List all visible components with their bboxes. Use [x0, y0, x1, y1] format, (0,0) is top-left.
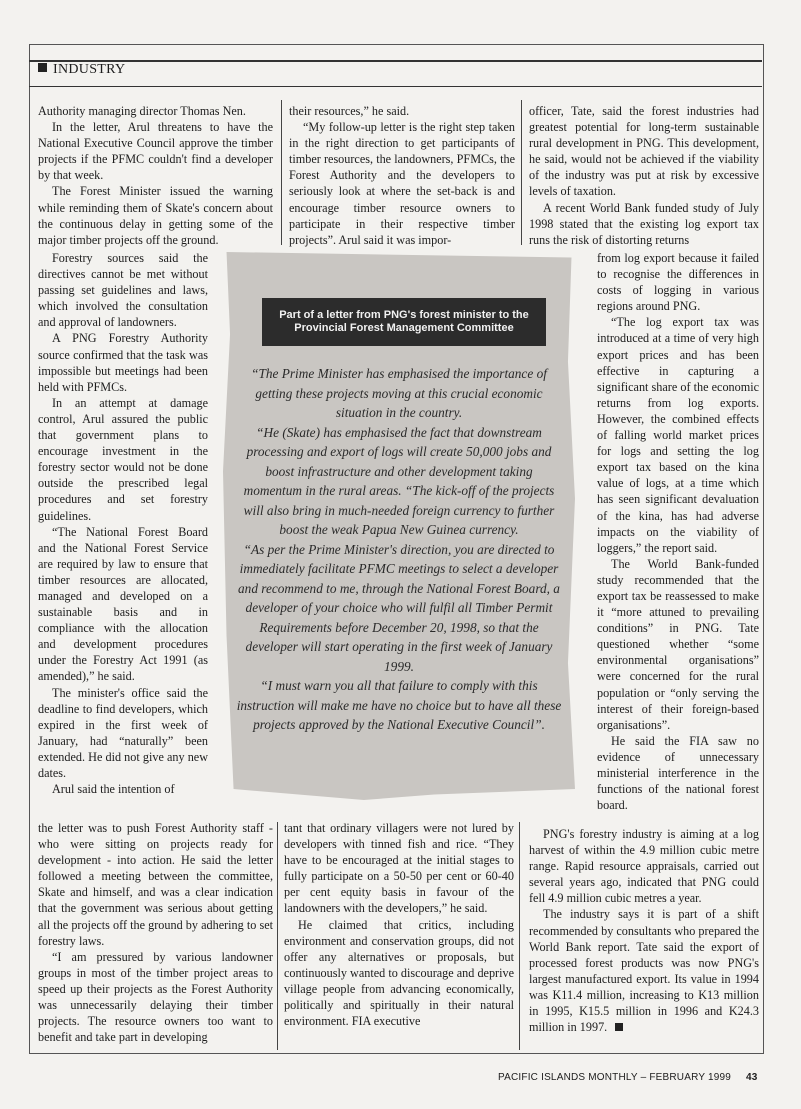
column-rule	[281, 100, 282, 245]
pullquote-body	[236, 364, 562, 735]
article-paragraph: Arul said the intention of	[52, 782, 175, 797]
page-number: 43	[746, 1072, 758, 1083]
column-rule	[277, 822, 278, 1050]
article-paragraph: The minister's office said the deadline to find developers, which expired in the first week of January, had “naturally” been extended. He did not give any new dates.	[38, 685, 208, 780]
pullquote-heading: Part of a letter from PNG's forest minister to the Provincial Forest Management Committee	[262, 298, 546, 346]
column-rule	[521, 100, 522, 245]
article-paragraph: PNG's forestry industry is aiming at a log harvest of within the 4.9 million cubic metre range. Rapid resource appraisals, carried out several years ago, indicated that PNG could fell 4.9 million cubic metres a year.	[529, 827, 759, 906]
section-label	[38, 62, 125, 78]
end-of-article-icon	[615, 1023, 623, 1031]
column-1-bottom	[38, 820, 273, 1045]
article-paragraph: He claimed that critics, including environment and conservation groups, did not offer any alternatives or proposals, but continuously wanted to discourage and deprive village people from advancing economically, politically and spiritually in their natural environment. FIA executive	[284, 917, 514, 1029]
article-paragraph: “I am pressured by various landowner groups in most of the timber project areas to speed up their projects as the Forest Authority was unnecessarily delaying their timber projects. The resource owners too want to benefit and take part in developing	[38, 949, 273, 1045]
article-paragraph: tant that ordinary villagers were not lured by developers with tinned fish and rice. “They have to be encouraged at the initial stages to fully participate on a 50-50 per cent or 60-40 per cent equity basis in favour of the landowners with the developers,” he said.	[284, 821, 514, 916]
article-paragraph: their resources,” he said.	[289, 104, 410, 118]
article-paragraph: The Forest Minister issued the warning while reminding them of Skate's concern about the continuous delay in getting some of the major timber projects off the ground.	[38, 184, 273, 247]
column-2-top	[289, 103, 515, 248]
column-2-bottom	[284, 820, 514, 1029]
article-paragraph: The World Bank-funded study recommended that the export tax be reassessed to make it “more attuned to prevailing conditions” in PNG. Tate questioned whether “some environmental organisations” were concerned for the rural population or “only serving the interest of their foreign-based organisations”.	[597, 556, 759, 732]
article-paragraph: officer, Tate, said the forest industries had greatest potential for long-term sustainable rural development in PNG. This development, he said, would not be achieved if the viability of the industry was put at risk by excessive levels of taxation.	[529, 104, 759, 199]
article-paragraph: “The log export tax was introduced at a time of very high export prices and has been effective in capturing a significant share of the economic returns from log exports. However, the combined effects of falling world market prices for logs and setting the log export tax based on the kina value of logs, at a time which has seen significant devaluation of the kina, has had adverse impacts on the viability of loggers,” the report said.	[597, 315, 759, 555]
footer-publication: PACIFIC ISLANDS MONTHLY – FEBRUARY 1999	[498, 1072, 732, 1083]
column-3-top	[529, 103, 759, 248]
column-3-bottom	[529, 826, 759, 1035]
column-3-middle	[597, 250, 759, 813]
article-paragraph: In an attempt at damage control, Arul assured the public that government plans to encourage investment in the forestry sector would not be done outside the prescribed legal procedures and set forestry guidelines.	[38, 395, 208, 523]
article-paragraph: from log export because it failed to recognise the differences in costs of logging in various regions around PNG.	[597, 251, 759, 314]
section-header-bar	[29, 60, 762, 87]
pullquote-paragraph: “He (Skate) has emphasised the fact that downstream processing and export of logs will create 50,000 jobs and boost infrastructure and other development taking momentum in the rural areas. “The kick-off of the projects will also bring in much-needed foreign currency to further boost the weak Papua New Guinea currency.	[243, 424, 555, 537]
article-paragraph: He said the FIA saw no evidence of unnecessary ministerial interference in the functions of the national forest board.	[597, 733, 759, 813]
article-paragraph: Forestry sources said the directives cannot be met without passing set guidelines and laws, which involved the consultation and approval of landowners.	[38, 251, 208, 330]
article-paragraph: In the letter, Arul threatens to have the National Executive Council approve the timber projects if the PFMC couldn't find a developer by that week.	[38, 120, 273, 183]
section-title: INDUSTRY	[53, 62, 126, 77]
article-paragraph: The industry says it is part of a shift recommended by consultants who prepared the World Bank report. Tate said the export of processed forest products was now PNG's largest manufactured export. Its value in 1994 was K11.4 million, increasing to K13 million in 1995, K15.5 million in 1996 and K24.3 million in 1997.	[529, 907, 759, 1035]
article-paragraph: A PNG Forestry Authority source confirmed that the task was impossible but meetings had been held with PFMCs.	[38, 331, 208, 394]
article-paragraph: the letter was to push Forest Authority staff - who were sitting on projects ready for development - into action. He said the letter followed a meeting between the committee, Skate and himself, and was a clear indication that the government was serious about getting all the projects off the ground by adhering to set forestry laws.	[38, 821, 273, 948]
square-bullet-icon	[38, 63, 47, 72]
article-paragraph: “The National Forest Board and the National Forest Service are required by law to ensure that timber resources are allocated, managed and developed on a sustainable basis and in compliance with the allocation and development procedures under the Forestry Act 1991 (as amended),” he said.	[38, 524, 208, 684]
pullquote-paragraph: “I must warn you all that failure to comply with this instruction will make me have no choice but to have all these projects approved by the National Executive Council”.	[236, 678, 562, 732]
article-paragraph: “My follow-up letter is the right step taken in the right direction to get participants of timber resources, the landowners, PFMCs, the Forest Authority and the developers to seriously look at where the set-back is and encourage timber resource owners to participate in their respective timber projects”. Arul said it was impor-	[289, 120, 515, 247]
pullquote-paragraph: “The Prime Minister has emphasised the importance of getting these projects moving at this crucial economic situation in the country.	[251, 366, 547, 420]
article-paragraph: A recent World Bank funded study of July 1998 stated that the existing log export tax runs the risk of distorting returns	[529, 200, 759, 247]
article-paragraph: Authority managing director Thomas Nen.	[38, 104, 246, 118]
column-1-top	[38, 103, 273, 248]
column-rule	[519, 822, 520, 1050]
column-1-middle	[38, 250, 208, 797]
pullquote-paragraph: “As per the Prime Minister's direction, you are directed to immediately facilitate PFMC meetings to select a developer and recommend to me, through the National Forest Board, a developer of your choice who will fulfil all Timber Permit Requirements before December 20, 1998, so that the developer will start operating in the first week of January 1999.	[238, 541, 560, 674]
page-footer	[498, 1072, 758, 1083]
